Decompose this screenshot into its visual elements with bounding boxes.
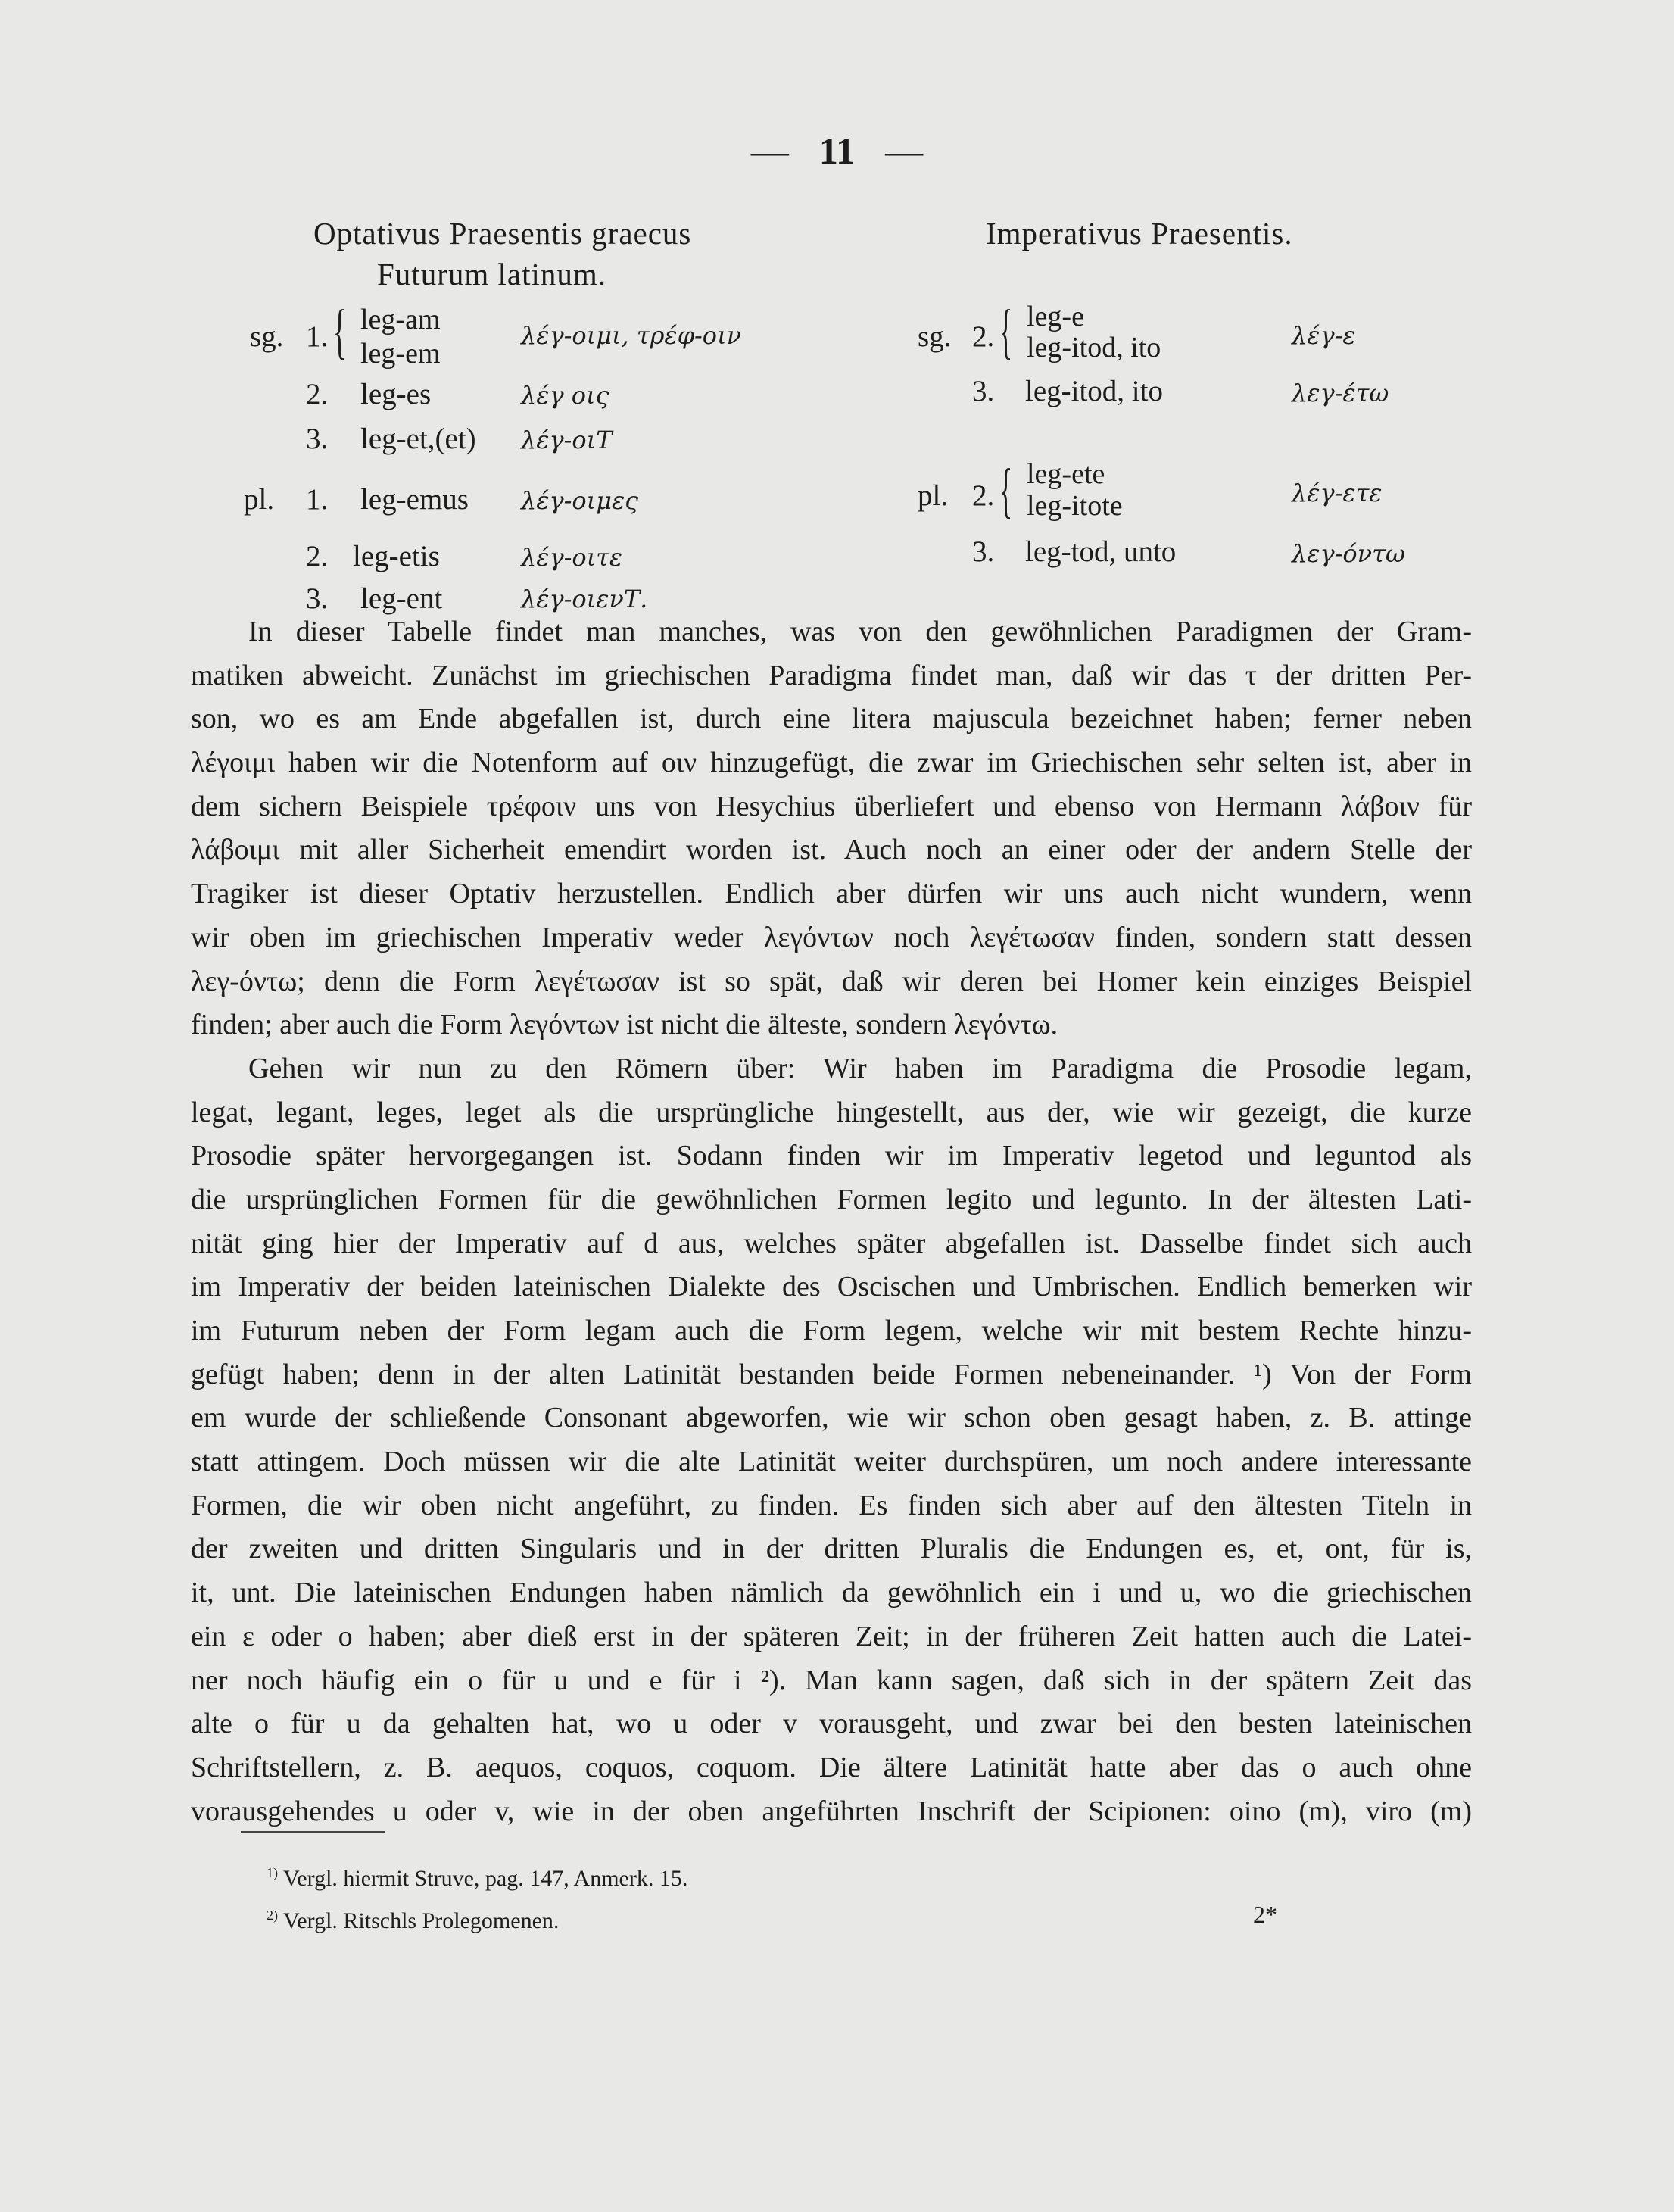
left-row3-latin: leg-et,(et) [360, 423, 476, 455]
right-row3-brace: { [999, 457, 1013, 524]
right-pl-label: pl. [918, 479, 949, 512]
body-line: λάβοιμι mit aller Sicherheit emendirt worden ist. Auch noch an einer oder der andern Stelle der [191, 834, 1472, 866]
left-row1-brace: { [333, 298, 347, 365]
body-line: dem sichern Beispiele τρέφοιν uns von Hesychius überliefert und ebenso von Hermann λάβοιν für [191, 790, 1472, 822]
footnote-1-mark: 1) [267, 1865, 278, 1880]
right-table-heading: Imperativus Praesentis. [986, 216, 1293, 251]
body-line: ein ε oder ο haben; aber dieß erst in der späteren Zeit; in der früheren Zeit hatten auch die Latei- [191, 1620, 1472, 1652]
body-line: Tragiker ist dieser Optativ herzustellen. Endlich aber dürfen wir uns auch nicht wundern, wenn [191, 878, 1472, 910]
left-row2-latin: leg-es [360, 378, 432, 410]
right-row4-num: 3. [972, 535, 995, 568]
body-line: son, wo es am Ende abgefallen ist, durch eine litera majuscula bezeichnet haben; ferner neben [191, 703, 1472, 735]
left-row5-greek: λέγ-οιτε [521, 543, 623, 572]
page-number: 11 [818, 129, 856, 172]
footnote-1 [267, 1865, 687, 1892]
right-row3-latin-a: leg-ete [1027, 458, 1105, 490]
left-row3-greek: λέγ-οιΤ [521, 426, 613, 454]
body-line: die ursprünglichen Formen für die gewöhnlichen Formen legito und legunto. In der ältesten Lati- [191, 1183, 1472, 1215]
left-table-subheading: Futurum latinum. [377, 257, 606, 292]
right-row1-latin-b: leg-itod, ito [1027, 332, 1161, 363]
body-line: im Imperativ der beiden lateinischen Dialekte des Oscischen und Umbrischen. Endlich bemerken wir [191, 1271, 1472, 1303]
body-line: vorausgehendes u oder v, wie in der oben angeführten Inschrift der Scipionen: oino (m), viro (m) [191, 1795, 1472, 1827]
body-line: matiken abweicht. Zunächst im griechischen Paradigma findet man, daß wir das τ der dritten Per- [191, 659, 1472, 691]
left-row3-num: 3. [306, 423, 329, 455]
left-row2-num: 2. [306, 378, 329, 410]
body-line: Gehen wir nun zu den Römern über: Wir haben im Paradigma die Prosodie legam, [248, 1052, 1472, 1084]
right-row4-greek: λεγ-όντω [1292, 539, 1405, 568]
left-row1-latin-a: leg-am [360, 304, 441, 335]
left-row2-greek: λέγ οις [521, 381, 609, 410]
right-row2-latin: leg-itod, ito [1025, 375, 1163, 407]
body-line: statt attingem. Doch müssen wir die alte Latinität weiter durchspüren, um noch andere interessante [191, 1446, 1472, 1478]
body-text [191, 610, 1472, 1833]
footnote-1-text: Vergl. hiermit Struve, pag. 147, Anmerk. 15. [282, 1866, 688, 1891]
body-line: wir oben im griechischen Imperativ weder λεγόντων noch λεγέτωσαν finden, sondern statt dessen [191, 921, 1472, 953]
dash-left: — [750, 129, 789, 172]
signature-mark: 2* [1253, 1901, 1277, 1928]
left-row4-latin: leg-emus [360, 483, 469, 516]
body-line: finden; aber auch die Form λεγόντων ist nicht die älteste, sondern λεγόντω. [191, 1009, 1058, 1041]
left-sg-label: sg. [250, 320, 284, 353]
left-row1-num: 1. [306, 320, 329, 353]
body-line: λέγοιμι haben wir die Notenform auf οιν hinzugefügt, die zwar im Griechischen sehr selten ist, aber in [191, 747, 1472, 779]
footnote-2 [267, 1908, 559, 1934]
body-line: em wurde der schließende Consonant abgeworfen, wie wir schon oben gesagt haben, z. B. attinge [191, 1402, 1472, 1434]
right-row3-num: 2. [972, 479, 995, 512]
left-row1-greek: λέγ-οιμι, τρέφ-οιν [521, 321, 742, 350]
body-line: it, unt. Die lateinischen Endungen haben nämlich da gewöhnlich ein i und u, wo die griechischen [191, 1577, 1472, 1609]
left-row6-num: 3. [306, 582, 329, 615]
body-line: alte o für u da gehalten hat, wo u oder v vorausgeht, und zwar bei den besten lateinischen [191, 1708, 1472, 1740]
left-row4-num: 1. [306, 483, 329, 516]
body-line: im Futurum neben der Form legam auch die Form legem, welche wir mit bestem Rechte hinzu- [191, 1315, 1472, 1346]
body-line: Prosodie später hervorgegangen ist. Sodann finden wir im Imperativ legetod und leguntod als [191, 1140, 1472, 1172]
footnote-2-mark: 2) [267, 1908, 278, 1923]
left-row5-num: 2. [306, 540, 329, 572]
body-line: legat, legant, leges, leget als die ursprüngliche hingestellt, aus der, wie wir gezeigt, die kurze [191, 1096, 1472, 1128]
right-row1-num: 2. [972, 320, 995, 353]
left-row6-greek: λέγ-οιενΤ. [521, 585, 648, 613]
body-line: nität ging hier der Imperativ auf d aus, welches später abgefallen ist. Dasselbe findet sich auch [191, 1227, 1472, 1259]
left-pl-label: pl. [244, 483, 275, 516]
dash-right: — [885, 129, 924, 172]
right-row4-latin: leg-tod, unto [1025, 535, 1177, 568]
right-row2-greek: λεγ-έτω [1292, 379, 1389, 407]
left-row4-greek: λέγ-οιμες [521, 486, 639, 515]
page-number-header [0, 129, 1674, 173]
body-line: der zweiten und dritten Singularis und in der dritten Pluralis die Endungen es, et, ont, für is, [191, 1533, 1472, 1565]
left-row5-latin: leg-etis [353, 540, 440, 572]
right-sg-label: sg. [918, 320, 952, 353]
left-row1-latin-b: leg-em [360, 338, 441, 370]
body-line: Formen, die wir oben nicht angeführt, zu finden. Es finden sich aber auf den ältesten Titeln in [191, 1489, 1472, 1521]
body-line: gefügt haben; denn in der alten Latinität bestanden beide Formen nebeneinander. ¹) Von der Form [191, 1358, 1472, 1390]
left-table-heading: Optativus Praesentis graecus [313, 216, 692, 251]
right-row1-brace: { [999, 298, 1013, 365]
right-row3-greek: λέγ-ετε [1292, 479, 1383, 507]
body-line: In dieser Tabelle findet man manches, was von den gewöhnlichen Paradigmen der Gram- [248, 616, 1472, 647]
right-row3-latin-b: leg-itote [1027, 490, 1123, 522]
footnote-2-text: Vergl. Ritschls Prolegomenen. [282, 1908, 560, 1933]
body-line: λεγ-όντω; denn die Form λεγέτωσαν ist so spät, daß wir deren bei Homer kein einziges Beispiel [191, 965, 1472, 997]
body-line: ner noch häufig ein o für u und e für i ²). Man kann sagen, daß sich in der spätern Zeit das [191, 1664, 1472, 1696]
left-row6-latin: leg-ent [360, 582, 443, 615]
right-row1-greek: λέγ-ε [1292, 321, 1356, 350]
right-row2-num: 3. [972, 375, 995, 407]
footnote-divider [241, 1831, 385, 1833]
right-row1-latin-a: leg-e [1027, 301, 1084, 332]
body-line: Schriftstellern, z. B. aequos, coquos, coquom. Die ältere Latinität hatte aber das o auch ohne [191, 1751, 1472, 1783]
